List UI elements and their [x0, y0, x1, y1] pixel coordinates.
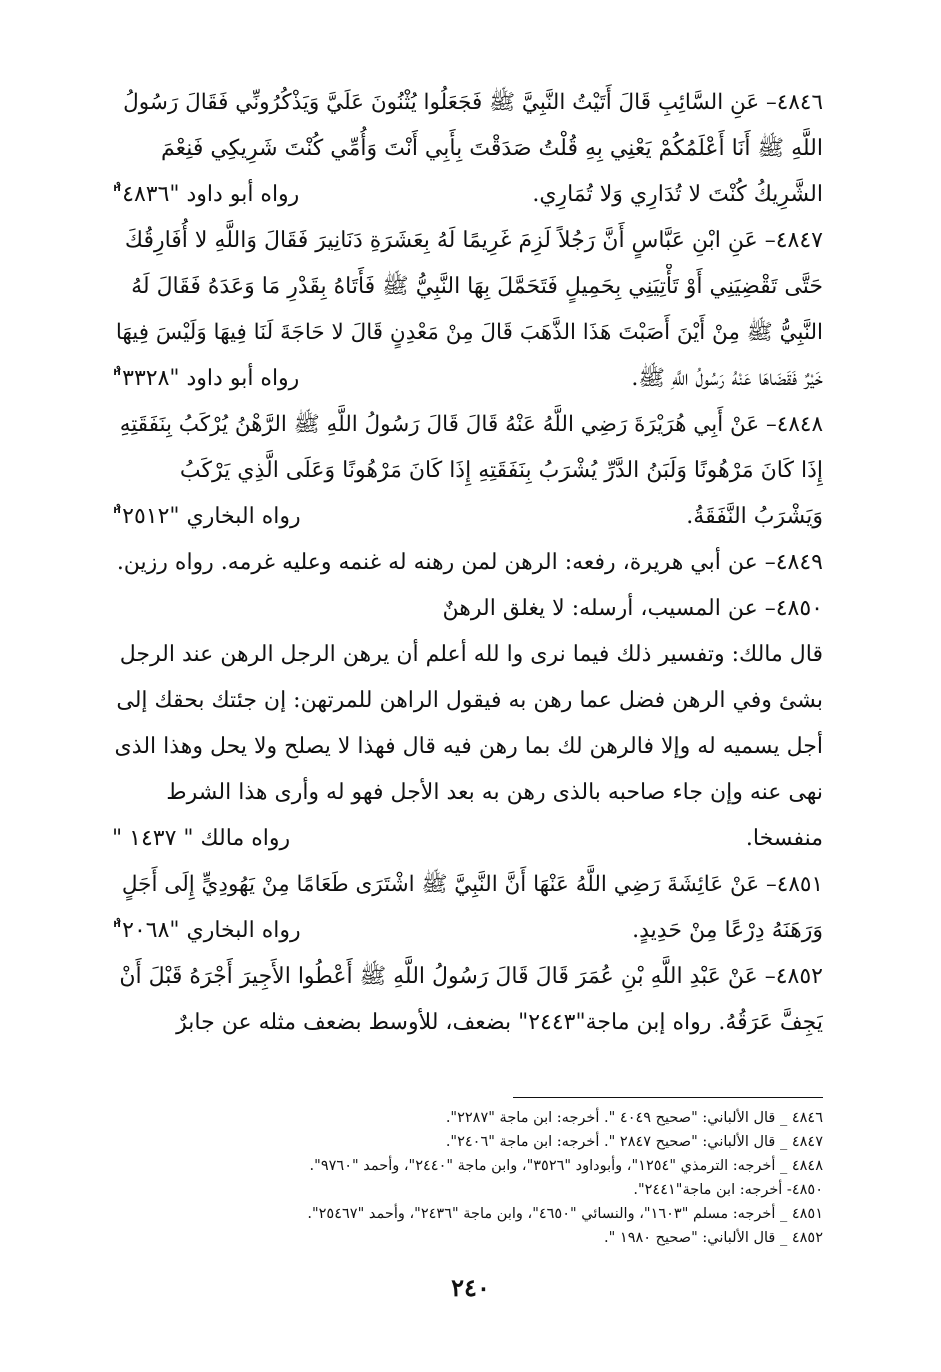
footnotes — [112, 1106, 823, 1250]
text-line — [112, 172, 823, 218]
line-text: ٤٨٥٠– عن المسيب، أرسله: لا يغلق الرهنٌ — [442, 596, 823, 621]
text-line — [112, 678, 823, 724]
line-text: وَرَهَنَهُ دِرْعًا مِنْ حَدِيدٍ. — [632, 918, 823, 943]
hadith-source: رواه البخاري "٢٥١٢"ٌ — [112, 504, 301, 529]
hadith-source: رواه مالك " ١٤٣٧ " — [112, 826, 291, 851]
footnote: ٤٨٥٠- أخرجه: ابن ماجة"٢٤٤١". — [633, 1182, 823, 1198]
text-line — [112, 632, 823, 678]
line-text: الشَّرِيكُ كُنْتَ لا تُدَارِي وَلا تُمَارِي. — [532, 182, 823, 207]
hadith-source: رواه البخاري "٢٠٦٨"ٌ — [112, 918, 301, 943]
text-line — [112, 862, 823, 908]
text-line — [112, 724, 823, 770]
main-text — [112, 80, 823, 1046]
line-text: اللَّهِ ﷺ أَنَا أَعْلَمُكُمْ يَعْنِي بِهِ قُلْتُ صَدَقْتَ بِأَبِي أَنْتَ وَأُمِّي كُنْتَ شَرِيكِي فَنِعْمَ — [160, 136, 823, 161]
line-text: يَجِفَّ عَرَقُهُ. رواه إبن ماجة"٢٤٤٣" بضعف، للأوسط بضعف مثله عن جابرٌ — [176, 1010, 823, 1035]
page-number: ٢٤٠ — [451, 1273, 490, 1302]
text-line — [112, 310, 823, 356]
text-line — [112, 402, 823, 448]
line-text: إِذَا كَانَ مَرْهُونًا وَلَبَنُ الدَّرِّ يُشْرَبُ بِنَفَقَتِهِ إِذَا كَانَ مَرْهُونًا وَعَلَى الَّذِي يَرْكَبُ — [179, 458, 823, 483]
footnote: ٤٨٤٧ _ قال الألباني: "صحيح ٢٨٤٧ ". أخرجه: ابن ماجة "٢٤٠٦". — [445, 1134, 823, 1150]
line-text: ٤٨٤٩– عن أبي هريرة، رفعه: الرهن لمن رهنه له غنمه وعليه غرمه. رواه رزين. — [116, 550, 823, 575]
line-text: منفسخا. — [745, 826, 823, 851]
text-line — [112, 586, 823, 632]
line-text: النَّبِيُّ ﷺ مِنْ أَيْنَ أَصَبْتَ هَذَا الذَّهَبَ قَالَ مِنْ مَعْدِنٍ قَالَ لا حَاجَةَ لَنَا فِيهَا وَلَيْسَ فِيهَا — [115, 320, 823, 345]
text-line — [112, 770, 823, 816]
line-text: وَيَشْرَبُ النَّفَقَةُ. — [686, 504, 823, 529]
text-line — [112, 954, 823, 1000]
text-line — [112, 1000, 823, 1046]
text-line — [112, 816, 823, 862]
text-line — [112, 356, 823, 402]
line-text: قال مالك: وتفسير ذلك فيما نرى وا لله أعلم أن يرهن الرجل الرهن عند الرجل — [119, 642, 823, 667]
line-text: أجل يسميه له وإلا فالرهن لك بما رهن فيه قال فهذا لا يصلح ولا يحل وهذا الذى — [114, 734, 823, 759]
text-line — [112, 540, 823, 586]
line-text: ٤٨٥١– عَنْ عَائِشَةَ رَضِي اللَّهُ عَنْهَا أَنَّ النَّبِيَّ ﷺ اشْتَرَى طَعَامًا مِنْ يَهُودِيٍّ إِلَى أَجَلٍ — [121, 872, 823, 897]
line-text: نهى عنه وإن جاء صاحبه بالذى رهن به بعد الأجل فهو له وأرى هذا الشرط — [166, 780, 823, 805]
line-text: بشئ وفي الرهن فضل عما رهن به فيقول الراهن للمرتهن: إن جئتك بحقك إلى — [116, 688, 823, 713]
text-line — [112, 448, 823, 494]
line-text: ٤٨٥٢– عَنْ عَبْدِ اللَّهِ بْنِ عُمَرَ قَالَ قَالَ رَسُولُ اللَّهِ ﷺ أَعْطُوا الأَجِيرَ أَجْرَهُ قَبْلَ أَنْ — [119, 964, 823, 989]
line-text: خَيْرٌ فَقَضَاهَا عَنْهُ رَسُولُ اللَّهِ ﷺ. — [631, 366, 823, 391]
hadith-source: رواه أبو داود "٤٨٣٦"ٌ — [112, 182, 300, 207]
line-text: حَتَّى تَقْضِيَنِي أَوْ تَأْتِيَنِي بِحَمِيلٍ فَتَحَمَّلَ بِهَا النَّبِيُّ ﷺ فَأَتَاهُ بِقَدْرِ مَا وَعَدَهُ فَقَالَ لَهُ — [131, 274, 823, 299]
text-line — [112, 218, 823, 264]
line-text: ٤٨٤٨– عَنْ أَبِي هُرَيْرَةَ رَضِي اللَّهُ عَنْهُ قَالَ قَالَ رَسُولُ اللَّهِ ﷺ الرَّهْنُ يُرْكَبُ بِنَفَقَتِهِ — [119, 412, 823, 437]
footnote-separator — [513, 1097, 823, 1098]
text-line — [112, 908, 823, 954]
footnote: ٤٨٤٦ _ قال الألباني: "صحيح ٤٠٤٩ ". أخرجه: ابن ماجة "٢٢٨٧". — [445, 1110, 823, 1126]
text-line — [112, 494, 823, 540]
text-line — [112, 264, 823, 310]
footnote: ٤٨٥٢ _ قال الألباني: "صحيح ١٩٨٠ ". — [604, 1230, 823, 1246]
hadith-source: رواه أبو داود "٣٣٢٨"ٌ — [112, 366, 300, 391]
text-line — [112, 126, 823, 172]
line-text: ٤٨٤٧– عَنِ ابْنِ عَبَّاسٍ أَنَّ رَجُلاً لَزِمَ غَرِيمًا لَهُ بِعَشَرَةِ دَنَانِيرَ فَقَالَ وَاللَّهِ لا أُفَارِقُكَ — [124, 228, 823, 253]
footnote: ٤٨٤٨ _ أخرجه: الترمذي "١٢٥٤"، وأبوداود "٣٥٢٦"، وابن ماجة "٢٤٤٠"، وأحمد "٩٧٦٠". — [309, 1158, 823, 1174]
footnote: ٤٨٥١ _ أخرجه: مسلم "١٦٠٣"، والنسائي "٤٦٥٠"، وابن ماجة "٢٤٣٦"، وأحمد "٢٥٤٦٧". — [307, 1206, 823, 1222]
line-text: ٤٨٤٦– عَنِ السَّائِبِ قَالَ أَتَيْتُ النَّبِيَّ ﷺ فَجَعَلُوا يُثْنُونَ عَلَيَّ وَيَذْكُرُونِّي فَقَالَ رَسُولُ — [123, 90, 823, 115]
text-line — [112, 80, 823, 126]
